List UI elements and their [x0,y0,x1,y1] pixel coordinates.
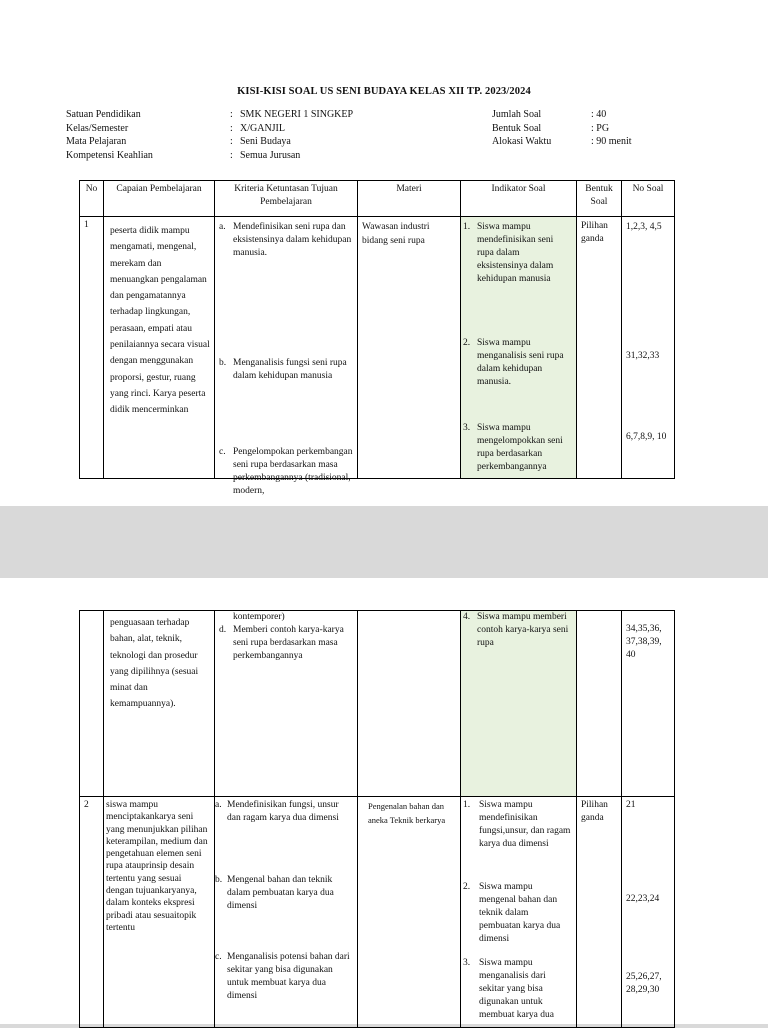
indikator-cell [461,797,576,1027]
table-row [80,217,675,479]
kriteria-item: c. Pengelompokan perkembangan seni rupa berdasarkan masa perkembangannya (tradisional, modern, [219,447,353,496]
kriteria-cell [215,797,357,1027]
kriteria-item: a. Mendefinisikan seni rupa dan eksistensinya dalam kehidupan manusia. [219,222,352,258]
info-right-labels [492,108,551,149]
table-row [80,797,675,1028]
no-soal-value: 25,26,27, 28,29,30 [626,972,662,995]
page-1 [0,0,768,506]
row-number: 1 [84,220,89,230]
info-label: Mata Pelajaran [66,136,127,147]
kriteria-item: b. Menganalisis fungsi seni rupa dalam kehidupan manusia [219,358,347,381]
colon: : [230,109,233,120]
info-value: Seni Budaya [240,136,291,147]
header-capaian: Capaian Pembelajaran [104,181,215,217]
capaian-text: peserta didik mampu mengamati, mengenal, merekam dan menuangkan pengalaman dan pengamatannya terhadap lingkungan, perasaan, empati atau penilaiannya secara visual dengan menggunakan proporsi, gestur, ruang yang rinci. Karya peserta didik mencerminkan [110,226,210,416]
info-label: Jumlah Soal [492,109,542,120]
table-header-row [80,181,675,217]
no-soal-cell [622,217,674,478]
no-soal-value: 1,2,3, 4,5 [626,222,662,232]
header-indikator: Indikator Soal [461,181,577,217]
colon: : [230,136,233,147]
info-left-colons [230,108,233,162]
no-soal-value: 31,32,33 [626,351,660,361]
no-soal-cell [622,797,674,1027]
info-value: : PG [591,122,610,134]
info-label: Bentuk Soal [492,122,542,134]
kriteria-item: a. Mendefinisikan fungsi, unsur dan ragam karya dua dimensi [215,800,339,823]
bentuk-soal: Pilihan ganda [581,800,608,823]
page-2 [0,578,768,1024]
indikator-item: 1. Siswa mampu mendefinisikan seni rupa dalam eksistensinya dalam kehidupan manusia [463,222,554,284]
colon: : [230,149,233,161]
table-row [80,611,675,797]
header-bentuk: Bentuk Soal [577,181,622,217]
info-value: : 40 [591,109,607,120]
kisi-kisi-table [79,180,675,496]
capaian-text: siswa mampu menciptakankarya seni yang menunjukkan pilihan keterampilan, medium dan pengetahuan elemen seni rupa atauprinsip desain tertentu yang sesuai dengan tujuankaryanya, dalam konteks ekspresi pribadi atau sesuaitopik tertentu [106,800,208,933]
info-label: Kelas/Semester [66,122,129,134]
info-value: Semua Jurusan [240,149,301,161]
info-label: Satuan Pendidikan [66,109,141,120]
info-value: : 90 menit [591,136,632,147]
materi-text: Pengenalan bahan dan aneka Teknik berkarya [368,801,446,825]
kisi-kisi-table-continued [79,610,675,1028]
document-title: KISI-KISI SOAL US SENI BUDAYA KELAS XII TP. 2023/2024 [237,86,531,97]
header-no: No [80,181,104,217]
indikator-item: 2. Siswa mampu mengenal bahan dan teknik dalam pembuatan karya dua dimensi [463,882,561,944]
row-number: 2 [84,800,89,810]
indikator-cell [461,611,576,796]
info-value: SMK NEGERI 1 SINGKEP [240,109,354,120]
info-right-values [591,108,632,149]
bentuk-soal: Pilihan ganda [581,221,608,244]
header-no-soal: No Soal [622,181,675,217]
materi-text: Wawasan industri bidang seni rupa [362,222,430,246]
indikator-item: 2. Siswa mampu menganalisis seni rupa dalam kehidupan manusia. [463,338,564,387]
kriteria-cell [215,217,357,496]
capaian-text-continued: penguasaan terhadap bahan, alat, teknik, teknologi dan prosedur yang dipilihnya (sesuai minat dan kemampuannya). [110,618,199,710]
indikator-item: 3. Siswa mampu menganalisis dari sekitar yang bisa digunakan untuk membuat karya dua [463,958,554,1020]
kriteria-item: d. Memberi contoh karya-karya seni rupa berdasarkan masa perkembangannya [219,625,344,661]
kriteria-text-continued: kontemporer) [233,612,285,622]
kriteria-item: b. Mengenal bahan dan teknik dalam pembuatan karya dua dimensi [215,875,334,911]
indikator-cell [461,217,576,478]
kriteria-cell [215,611,357,796]
no-soal-value: 34,35,36, 37,38,39, 40 [626,624,662,660]
no-soal-value: 22,23,24 [626,894,660,904]
info-left-values [240,108,353,162]
indikator-item: 1. Siswa mampu mendefinisikan fungsi,unsur, dan ragam karya dua dimensi [463,800,571,849]
header-materi: Materi [358,181,461,217]
info-left-labels [66,108,153,162]
kriteria-item: c. Menganalisis potensi bahan dari sekitar yang bisa digunakan untuk membuat karya dua dimensi [215,952,350,1001]
info-label: Kompetensi Keahlian [66,149,153,161]
no-soal-value: 21 [626,800,636,810]
colon: : [230,122,233,134]
no-soal-value: 6,7,8,9, 10 [626,432,667,442]
indikator-item: 4. Siswa mampu memberi contoh karya-karya seni rupa [463,612,569,648]
info-label: Alokasi Waktu [492,136,552,147]
header-kriteria: Kriteria Ketuntasan Tujuan Pembelajaran [215,181,358,217]
info-value: X/GANJIL [240,122,285,134]
indikator-item: 3. Siswa mampu mengelompokkan seni rupa berdasarkan perkembangannya [463,423,563,472]
